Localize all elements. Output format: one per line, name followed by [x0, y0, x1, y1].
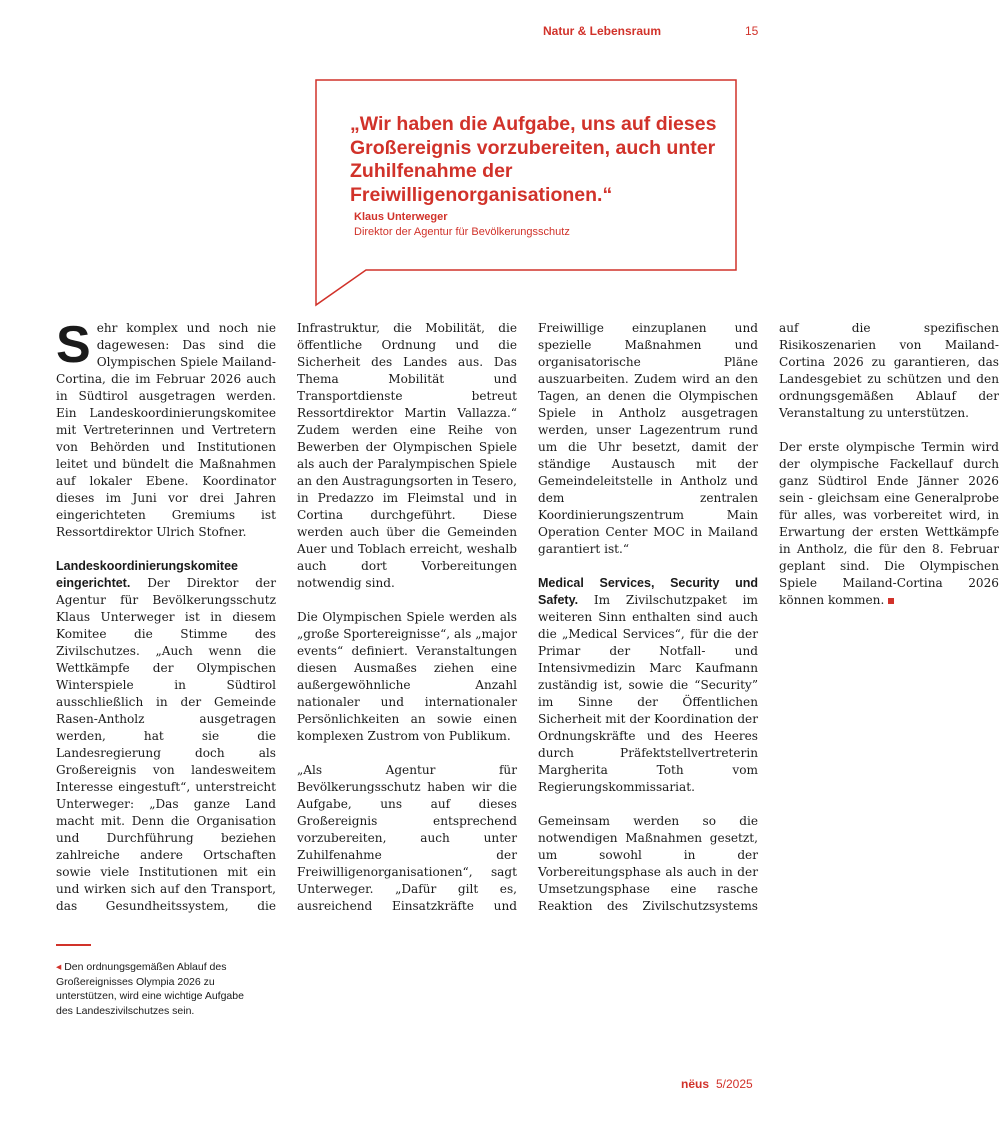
- page-footer: [0, 1077, 794, 1093]
- subheading: Medical Services, Security und Safety.: [538, 576, 758, 607]
- caption-rule: [56, 944, 91, 946]
- paragraph: [538, 575, 758, 796]
- issue-number: 5/2025: [716, 1077, 753, 1091]
- quote-author-role: Direktor der Agentur für Bevölkerungsschutz: [354, 226, 570, 238]
- paragraph: [779, 439, 999, 609]
- pull-quote: „Wir haben die Aufgabe, uns auf dieses Großereignis vorzubereiten, auch unter Zuhilfenahme der Freiwilligenorganisationen.“: [350, 113, 717, 206]
- paragraph-text: ehr komplex und noch nie dagewesen: Das sind die Olympischen Spiele Mailand-Cortina, die im Februar 2026 auch in Südtirol ausgetragen werden. Ein Landeskoordinierungskomitee mit Vertreterinnen und Vertretern von Behörden und Institutionen leitet und bündelt die Maßnahmen auf lokaler Ebene. Koordinator dieses im Juni vor drei Jahren eingerichteten Gremiums ist Ressortdirektor Ulrich Stofner.: [56, 321, 277, 539]
- paragraph: [56, 316, 277, 541]
- caption-arrow-icon: ◂: [56, 961, 62, 973]
- paragraph-text: „Als Agentur für Bevölkerungsschutz haben wir die Aufgabe, uns auf dieses Großereignis entsprechend vorzubereiten, auch unter Zuhilfenahme der Freiwilligenorganisationen“, sagt Unterweger. „Dafür gilt es, ausreichend Einsatzkräfte und Freiwillige einzuplanen und spezielle Maßnahmen und organisatorische Pläne auszuarbeiten. Zudem wird an den Tagen, an denen die Olympischen Spiele in Antholz ausgetragen werden, unser Lagezentrum rund um die Uhr besetzt, damit der ständige Austausch mit der Gemeindeleitstelle in Antholz und dem zentralen Koordinierungszentrum Main Operation Center MOC in Mailand garantiert ist.“: [297, 321, 758, 913]
- paragraph-text: Die Olympischen Spiele werden als „große Sportereignisse“, als „major events“ definiert. Veranstaltungen diesen Ausmaßes ziehen eine außergewöhnliche Anzahl nationaler und internationaler Persönlichkeiten an sowie einen komplexen Zustrom von Publikum.: [297, 610, 517, 743]
- paragraph: [297, 609, 517, 745]
- article-body: [56, 316, 999, 915]
- quote-author: Klaus Unterweger: [354, 211, 448, 223]
- paragraph-text: Der erste olympische Termin wird der olympische Fackellauf durch ganz Südtirol Ende Jänner 2026 sein - gleichsam eine Generalprobe für alles, was vorbereitet wird, in Erwartung der ersten Wettkämpfe in Antholz, die für den 8. Februar geplant sind. Die Olympischen Spiele Mailand-Cortina 2026 können kommen.: [779, 440, 999, 607]
- caption-text: Den ordnungsgemäßen Ablauf des Großereignisses Olympia 2026 zu unterstützen, wird eine wichtige Aufgabe des Landeszivilschutzes sein.: [56, 961, 244, 1017]
- image-caption: [56, 960, 256, 1018]
- paragraph-text: Im Zivilschutzpaket im weiteren Sinn enthalten sind auch die „Medical Services“, für die der Primar der Notfall- und Intensivmedizin Marc Kaufmann zuständig ist, sowie die “Security” im Sinne der Öffentlichen Sicherheit mit der Koordination der Ordnungskräfte und des Heeres durch Präfektstellvertreterin Margherita Toth vom Regierungskommissariat.: [538, 593, 758, 794]
- paragraph-text: Der Direktor der Agentur für Bevölkerungsschutz Klaus Unterweger ist in diesem Komitee die Stimme des Zivilschutzes. „Auch wenn die Wettkämpfe der Olympischen Winterspiele in Südtirol ausschließlich in der Gemeinde Rasen-Antholz ausgetragen werden, hat sie die Landesregierung doch als Großereignis von landesweitem Interesse eingestuft“, unterstreicht Unterweger: „Das ganze Land macht mit. Denn die Organisation und Durchführung beziehen zahlreiche andere Ortschaften sowie viele Institutionen mit ein und wirken sich auf den Transport, das Gesundheitssystem, die Infrastruktur, die Mobilität, die öffentliche Ordnung und die Sicherheit des Landes aus. Das Thema Mobilität und Transportdienste betreut Ressortdirektor Martin Vallazza.“ Zudem werden eine Reihe von Bewerben der Olympischen Spiele als auch der Paralympischen Spiele an den Austragungsorten in Tesero, in Predazzo im Fleimstal und in Cortina durchgeführt. Diese werden auch über die Gemeinden Auer und Toblach erreicht, weshalb auch dort Vorbereitungen notwendig sind.: [56, 321, 517, 913]
- magazine-logo: nëus: [681, 1077, 710, 1091]
- end-mark: [888, 598, 894, 604]
- page-number: 15: [745, 24, 759, 38]
- subheading: Landeskoordinierungskomitee eingerichtet.: [56, 559, 238, 590]
- section-title: Natur & Lebensraum: [543, 24, 662, 38]
- paragraph-text: Gemeinsam werden so die notwendigen Maßnahmen gesetzt, um sowohl in der Vorbereitungsphase als auch in der Umsetzungsphase eine rasche Reaktion des Zivilschutzsystems auf die spezifischen Risikoszenarien von Mailand-Cortina 2026 zu garantieren, das Landesgebiet zu schützen und den ordnungsgemäßen Ablauf der Veranstaltung zu unterstützen.: [538, 321, 999, 913]
- drop-cap: S: [56, 316, 91, 374]
- page-header: [0, 24, 794, 40]
